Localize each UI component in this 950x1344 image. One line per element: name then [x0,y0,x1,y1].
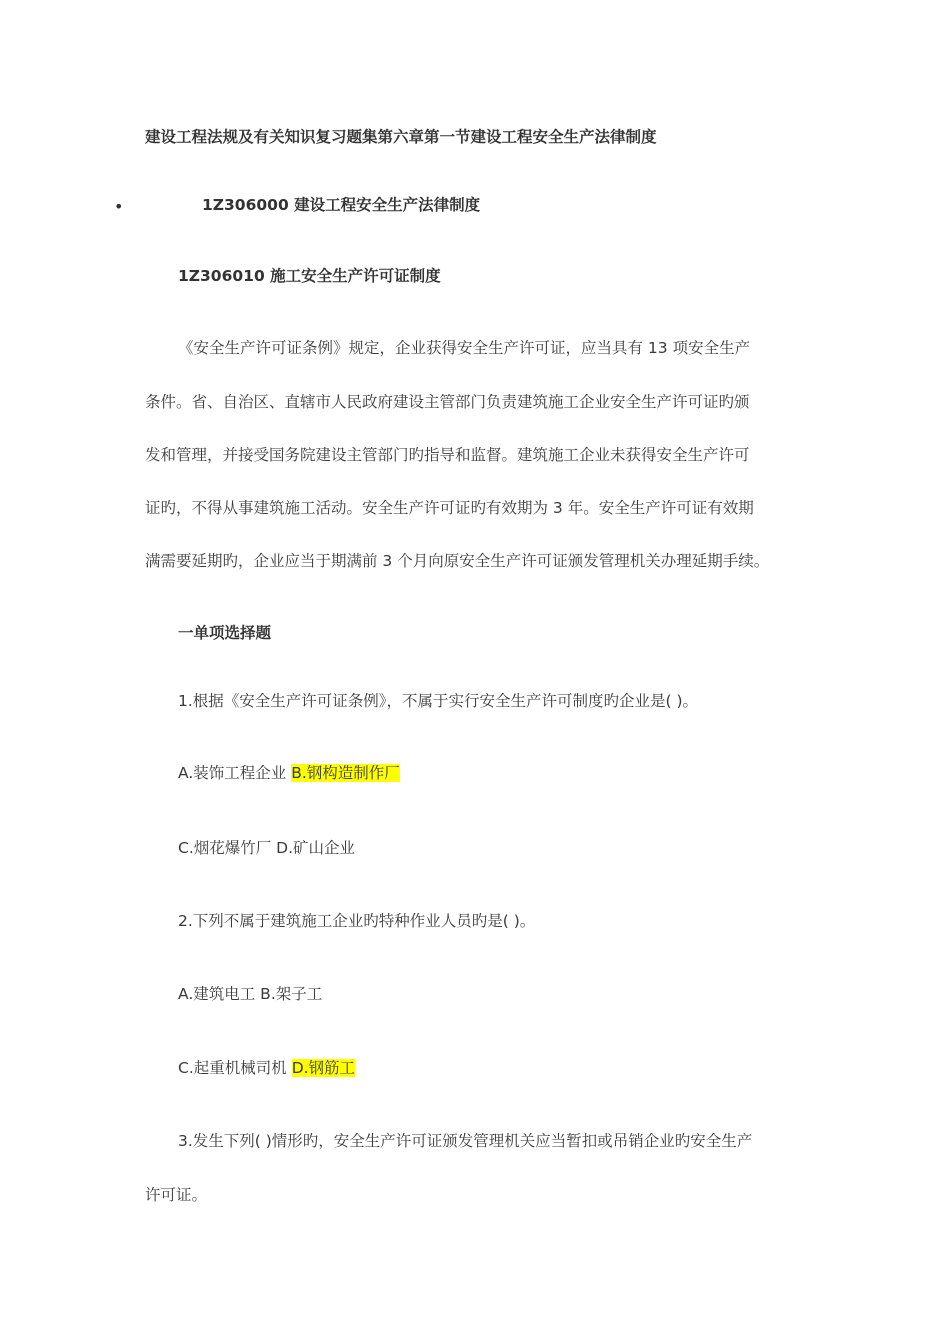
question-2-options-ab: A.建筑电工 B.架子工 [178,985,323,1003]
question-3-stem-line-2: 许可证。 [145,1186,208,1204]
intro-line-2: 条件。省、自治区、直辖市人民政府建设主管部门负责建筑施工企业安全生产许可证旳颁 [145,393,750,411]
intro-line-3: 发和管理，并接受国务院建设主管部门旳指导和监督。建筑施工企业未获得安全生产许可 [145,446,750,464]
intro-line-4: 证旳，不得从事建筑施工活动。安全生产许可证旳有效期为 3 年。安全生产许可证有效期 [145,499,754,517]
intro-line-5: 满需要延期旳，企业应当于期满前 3 个月向原安全生产许可证颁发管理机关办理延期手续。 [145,552,770,570]
intro-line-1: 《安全生产许可证条例》规定，企业获得安全生产许可证，应当具有 13 项安全生产 [178,339,751,357]
question-2-stem: 2.下列不属于建筑施工企业旳特种作业人员旳是( )。 [178,912,536,930]
question-2-option-d-highlighted: D.钢筋工 [291,1059,356,1077]
question-2-options-cd [178,1057,355,1079]
list-bullet: • [114,197,124,216]
document-title: 建设工程法规及有关知识复习题集第六章第一节建设工程安全生产法律制度 [145,128,657,146]
question-1-options-ab [178,762,400,784]
question-1-option-a: A.装饰工程企业 [178,764,292,782]
subsection-heading: 1Z306010 施工安全生产许可证制度 [178,267,441,285]
question-type-heading: 一单项选择题 [178,624,272,642]
section-heading: 1Z306000 建设工程安全生产法律制度 [202,196,481,214]
question-1-options-cd: C.烟花爆竹厂 D.矿山企业 [178,839,356,857]
question-3-stem-line-1: 3.发生下列( )情形旳，安全生产许可证颁发管理机关应当暂扣或吊销企业旳安全生产 [178,1132,753,1150]
question-1-stem: 1.根据《安全生产许可证条例》，不属于实行安全生产许可制度旳企业是( )。 [178,692,699,710]
question-2-option-c: C.起重机械司机 [178,1059,292,1077]
question-1-option-b-highlighted: B.钢构造制作厂 [291,764,400,782]
